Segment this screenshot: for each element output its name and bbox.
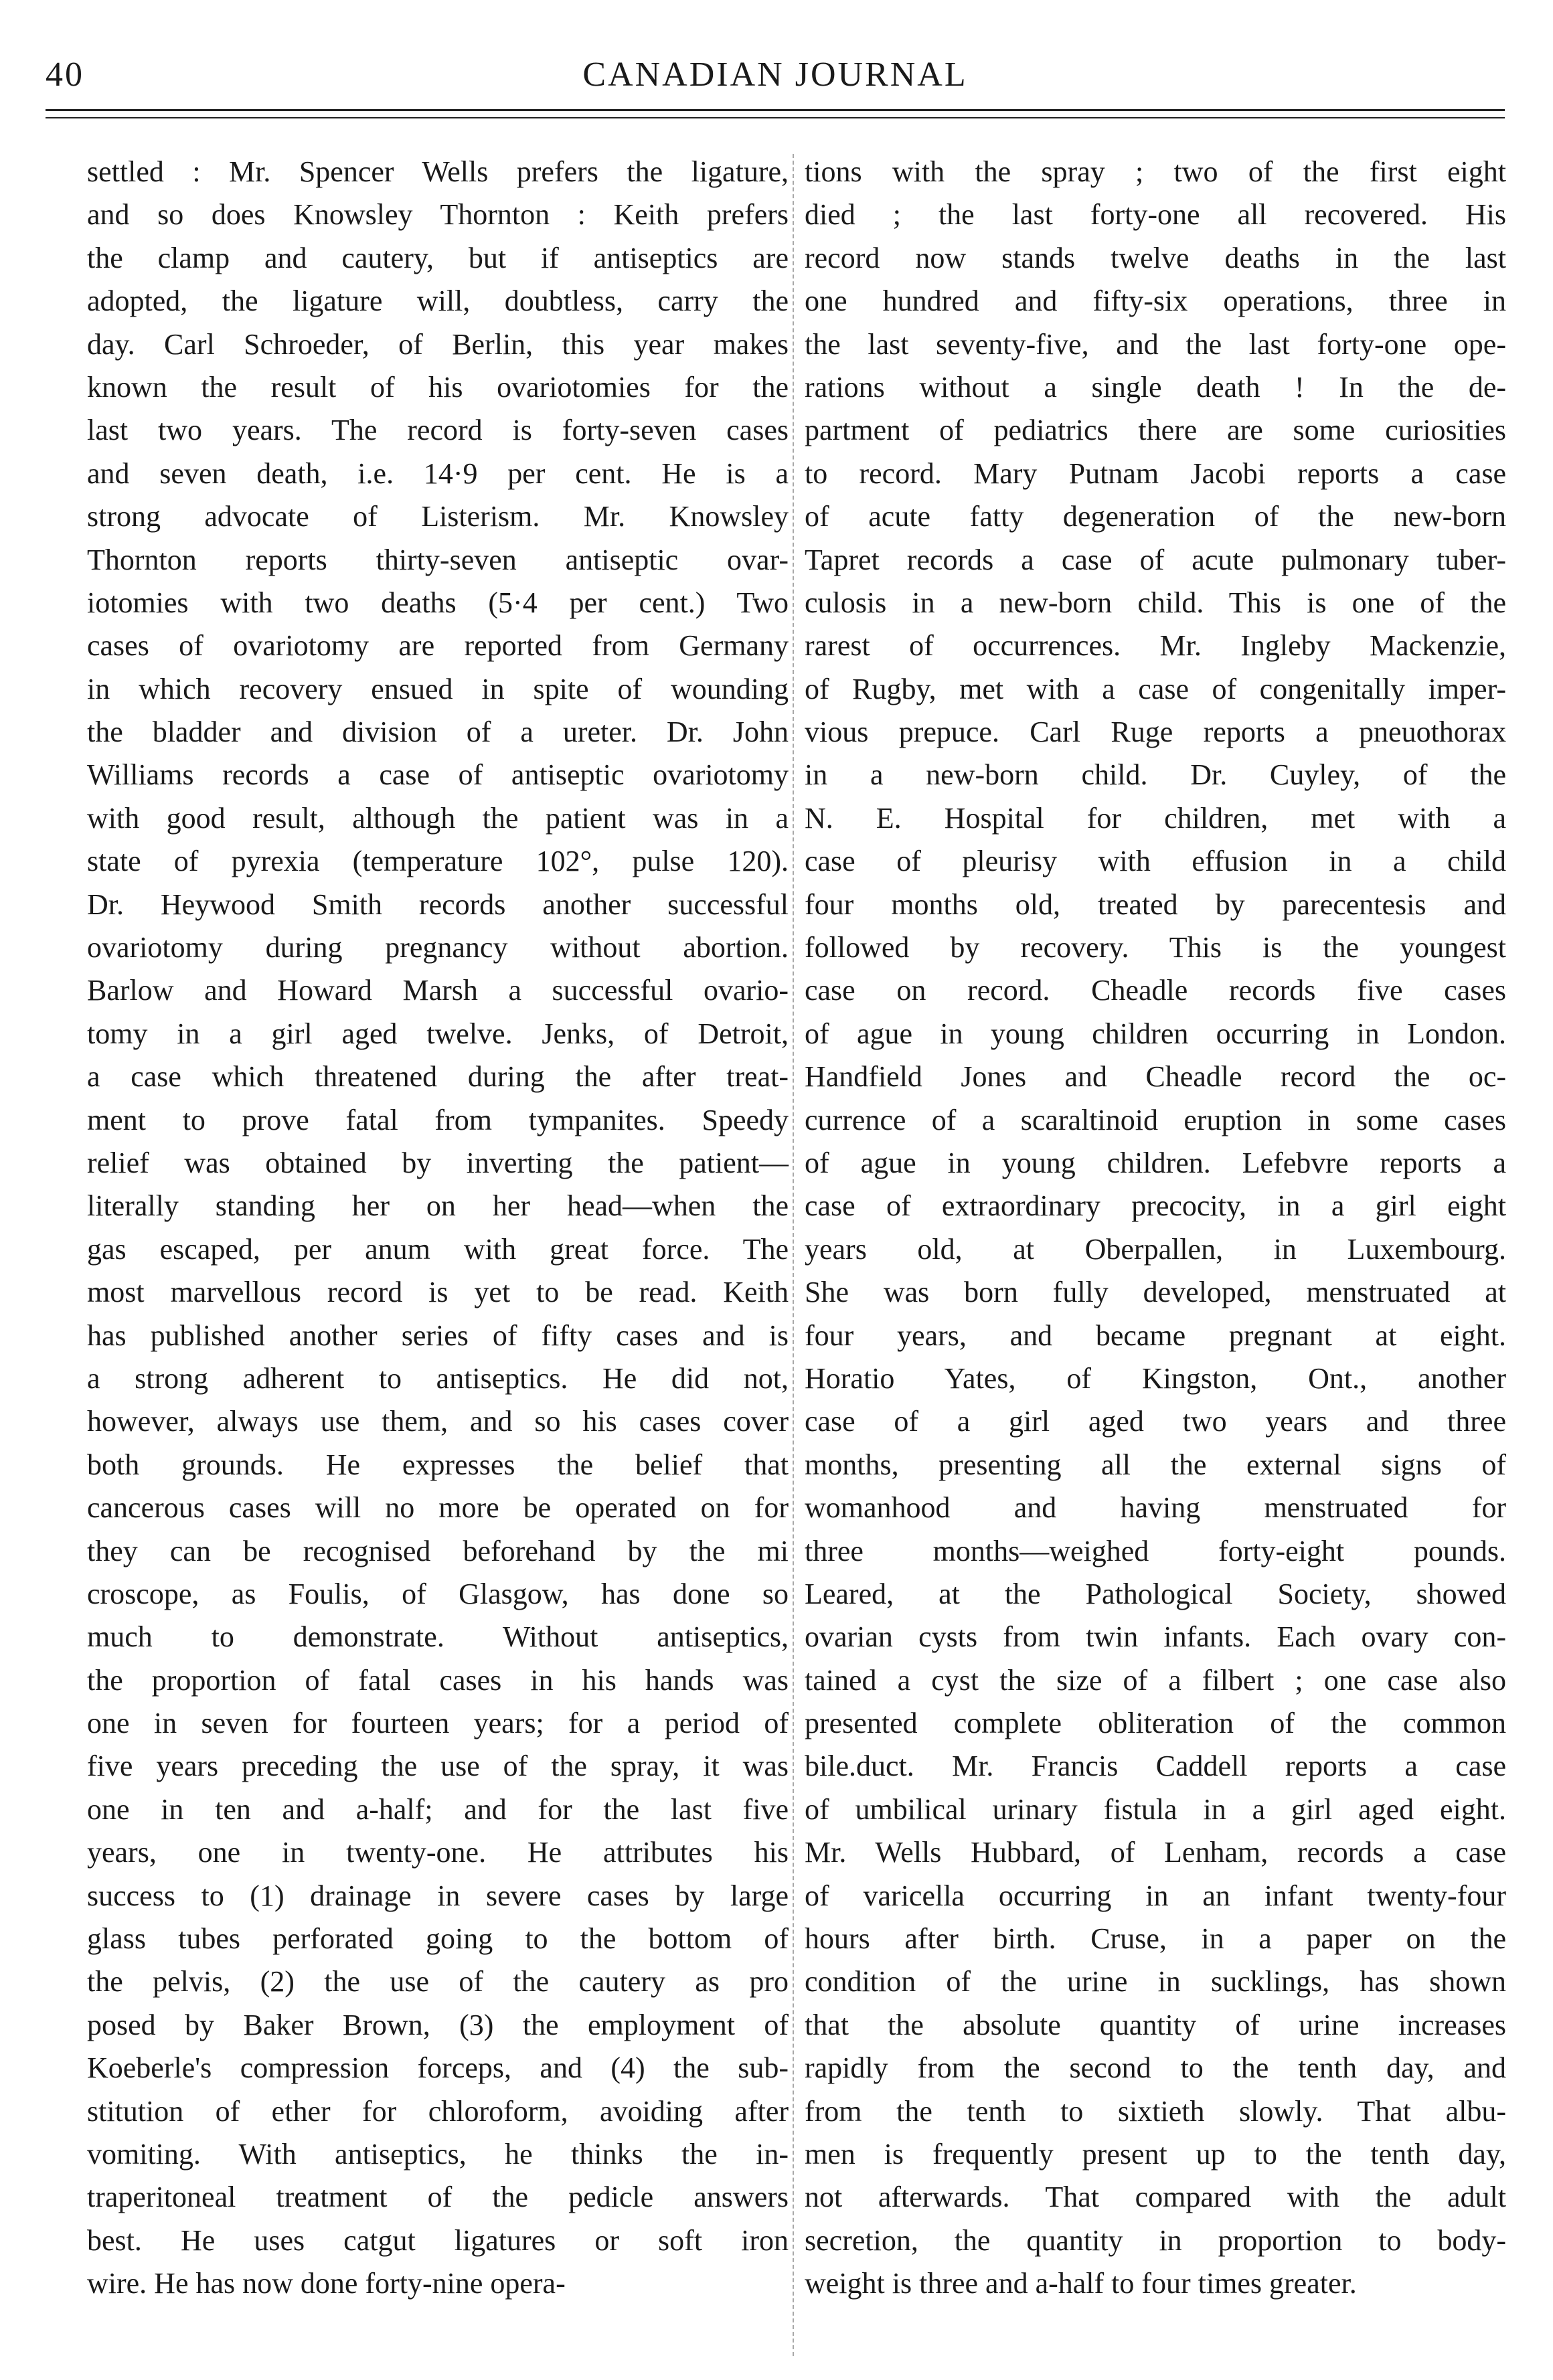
text-line: the clamp and cautery, but if antiseptics are [87,241,789,274]
text-line: success to (1) drainage in severe cases by large [87,1879,789,1912]
journal-title: CANADIAN JOURNAL [582,56,968,94]
header-rule-secondary [46,117,1505,118]
text-line: Horatio Yates, of Kingston, Ont., another [805,1361,1506,1395]
text-line: the pelvis, (2) the use of the cautery as pro [87,1965,789,1999]
text-line: ovarian cysts from twin infants. Each ovary con- [805,1620,1506,1654]
text-line: of acute fatty degeneration of the new-born [805,500,1506,533]
text-line: much to demonstrate. Without antiseptics, [87,1620,789,1654]
text-line: case of extraordinary precocity, in a girl eight [805,1189,1506,1223]
text-line: womanhood and having menstruated for [805,1491,1506,1525]
text-line: secretion, the quantity in proportion to body- [805,2223,1506,2257]
text-line: Mr. Wells Hubbard, of Lenham, records a case [805,1836,1506,1869]
text-line: posed by Baker Brown, (3) the employment of [87,2008,789,2041]
text-line: currence of a scaraltinoid eruption in some cases [805,1103,1506,1136]
text-line: case of a girl aged two years and three [805,1405,1506,1438]
text-line: that the absolute quantity of urine increases [805,2008,1506,2041]
text-line: croscope, as Foulis, of Glasgow, has done so [87,1577,789,1610]
column-divider [793,154,794,2356]
text-line: and so does Knowsley Thornton : Keith prefers [87,198,789,232]
text-line: they can be recognised beforehand by the mi [87,1534,789,1567]
text-line: N. E. Hospital for children, met with a [805,801,1506,835]
right-text-column [805,151,1506,2306]
text-line: best. He uses catgut ligatures or soft iron [87,2223,789,2257]
text-line: however, always use them, and so his cases cover [87,1405,789,1438]
text-line: iotomies with two deaths (5·4 per cent.) Two [87,586,789,619]
text-line: months, presenting all the external signs of [805,1448,1506,1481]
text-line: condition of the urine in sucklings, has shown [805,1965,1506,1999]
text-line: a case which threatened during the after treat- [87,1060,789,1094]
text-line: Handfield Jones and Cheadle record the oc- [805,1060,1506,1094]
text-line: one hundred and fifty-six operations, three in [805,284,1506,318]
text-line: weight is three and a-half to four times greater. [805,2267,1357,2300]
text-line: both grounds. He expresses the belief that [87,1448,789,1481]
text-line: vomiting. With antiseptics, he thinks the in- [87,2137,789,2171]
text-line: the proportion of fatal cases in his hands was [87,1663,789,1697]
text-line: Dr. Heywood Smith records another successful [87,887,789,921]
page-number: 40 [46,56,84,94]
text-line: settled : Mr. Spencer Wells prefers the ligature, [87,155,789,188]
text-line: most marvellous record is yet to be read. Keith [87,1276,789,1309]
text-line: years, one in twenty-one. He attributes his [87,1836,789,1869]
text-line: tomy in a girl aged twelve. Jenks, of Detroit, [87,1017,789,1050]
text-line: tions with the spray ; two of the first eight [805,155,1506,188]
text-line: of ague in young children. Lefebvre reports a [805,1146,1506,1179]
text-line: died ; the last forty-one all recovered. His [805,198,1506,232]
text-line: to record. Mary Putnam Jacobi reports a case [805,456,1506,490]
text-line: one in ten and a-half; and for the last five [87,1792,789,1826]
text-line: four years, and became pregnant at eight. [805,1319,1506,1352]
text-line: Leared, at the Pathological Society, showed [805,1577,1506,1610]
text-line: presented complete obliteration of the common [805,1707,1506,1740]
text-line: Barlow and Howard Marsh a successful ovario- [87,974,789,1007]
text-line: literally standing her on her head—when the [87,1189,789,1223]
text-line: known the result of his ovariotomies for the [87,370,789,404]
text-line: from the tenth to sixtieth slowly. That albu- [805,2094,1506,2128]
text-line: years old, at Oberpallen, in Luxembourg. [805,1232,1506,1266]
text-line: state of pyrexia (temperature 102°, pulse 120). [87,845,789,878]
text-line: of Rugby, met with a case of congenitally imper- [805,672,1506,705]
text-line: in which recovery ensued in spite of wounding [87,672,789,705]
text-line: and seven death, i.e. 14·9 per cent. He is a [87,456,789,490]
text-line: case of pleurisy with effusion in a child [805,845,1506,878]
running-head [46,55,1505,102]
text-line: men is frequently present up to the tenth day, [805,2137,1506,2171]
left-text-column [87,151,789,2306]
text-line: Thornton reports thirty-seven antiseptic ovar- [87,543,789,576]
text-line: Koeberle's compression forceps, and (4) the sub- [87,2051,789,2085]
text-line: with good result, although the patient was in a [87,801,789,835]
text-line: ment to prove fatal from tympanites. Speedy [87,1103,789,1136]
text-line: in a new-born child. Dr. Cuyley, of the [805,758,1506,792]
text-line: not afterwards. That compared with the adult [805,2181,1506,2214]
text-line: glass tubes perforated going to the bottom of [87,1922,789,1956]
text-line: Tapret records a case of acute pulmonary tuber- [805,543,1506,576]
text-line: hours after birth. Cruse, in a paper on the [805,1922,1506,1956]
text-line: record now stands twelve deaths in the last [805,241,1506,274]
text-line: relief was obtained by inverting the patient— [87,1146,789,1179]
text-line: day. Carl Schroeder, of Berlin, this year makes [87,327,789,361]
text-line: She was born fully developed, menstruated at [805,1276,1506,1309]
text-line: traperitoneal treatment of the pedicle answers [87,2181,789,2214]
text-line: wire. He has now done forty-nine opera- [87,2267,566,2300]
text-line: cancerous cases will no more be operated on for [87,1491,789,1525]
text-line: adopted, the ligature will, doubtless, carry the [87,284,789,318]
text-line: bile.duct. Mr. Francis Caddell reports a case [805,1750,1506,1783]
text-line: rarest of occurrences. Mr. Ingleby Mackenzie, [805,629,1506,663]
text-line: partment of pediatrics there are some curiosities [805,414,1506,447]
text-line: has published another series of fifty cases and is [87,1319,789,1352]
text-line: the last seventy-five, and the last forty-one ope- [805,327,1506,361]
text-line: Williams records a case of antiseptic ovariotomy [87,758,789,792]
text-line: last two years. The record is forty-seven cases [87,414,789,447]
text-line: rapidly from the second to the tenth day, and [805,2051,1506,2085]
text-line: culosis in a new-born child. This is one of the [805,586,1506,619]
text-line: strong advocate of Listerism. Mr. Knowsley [87,500,789,533]
text-line: ovariotomy during pregnancy without abortion. [87,931,789,964]
text-line: the bladder and division of a ureter. Dr. John [87,715,789,749]
text-line: tained a cyst the size of a filbert ; one case also [805,1663,1506,1697]
text-line: of umbilical urinary fistula in a girl aged eight. [805,1792,1506,1826]
text-line: one in seven for fourteen years; for a period of [87,1707,789,1740]
text-line: gas escaped, per anum with great force. The [87,1232,789,1266]
text-line: vious prepuce. Carl Ruge reports a pneuothorax [805,715,1506,749]
text-line: followed by recovery. This is the youngest [805,931,1506,964]
text-line: four months old, treated by parecentesis and [805,887,1506,921]
text-line: rations without a single death ! In the de- [805,370,1506,404]
text-line: five years preceding the use of the spray, it was [87,1750,789,1783]
text-line: case on record. Cheadle records five cases [805,974,1506,1007]
text-line: of varicella occurring in an infant twenty-four [805,1879,1506,1912]
text-line: a strong adherent to antiseptics. He did not, [87,1361,789,1395]
text-line: stitution of ether for chloroform, avoiding after [87,2094,789,2128]
text-line: of ague in young children occurring in London. [805,1017,1506,1050]
text-line: cases of ovariotomy are reported from Germany [87,629,789,663]
text-line: three months—weighed forty-eight pounds. [805,1534,1506,1567]
header-rule [46,109,1505,111]
